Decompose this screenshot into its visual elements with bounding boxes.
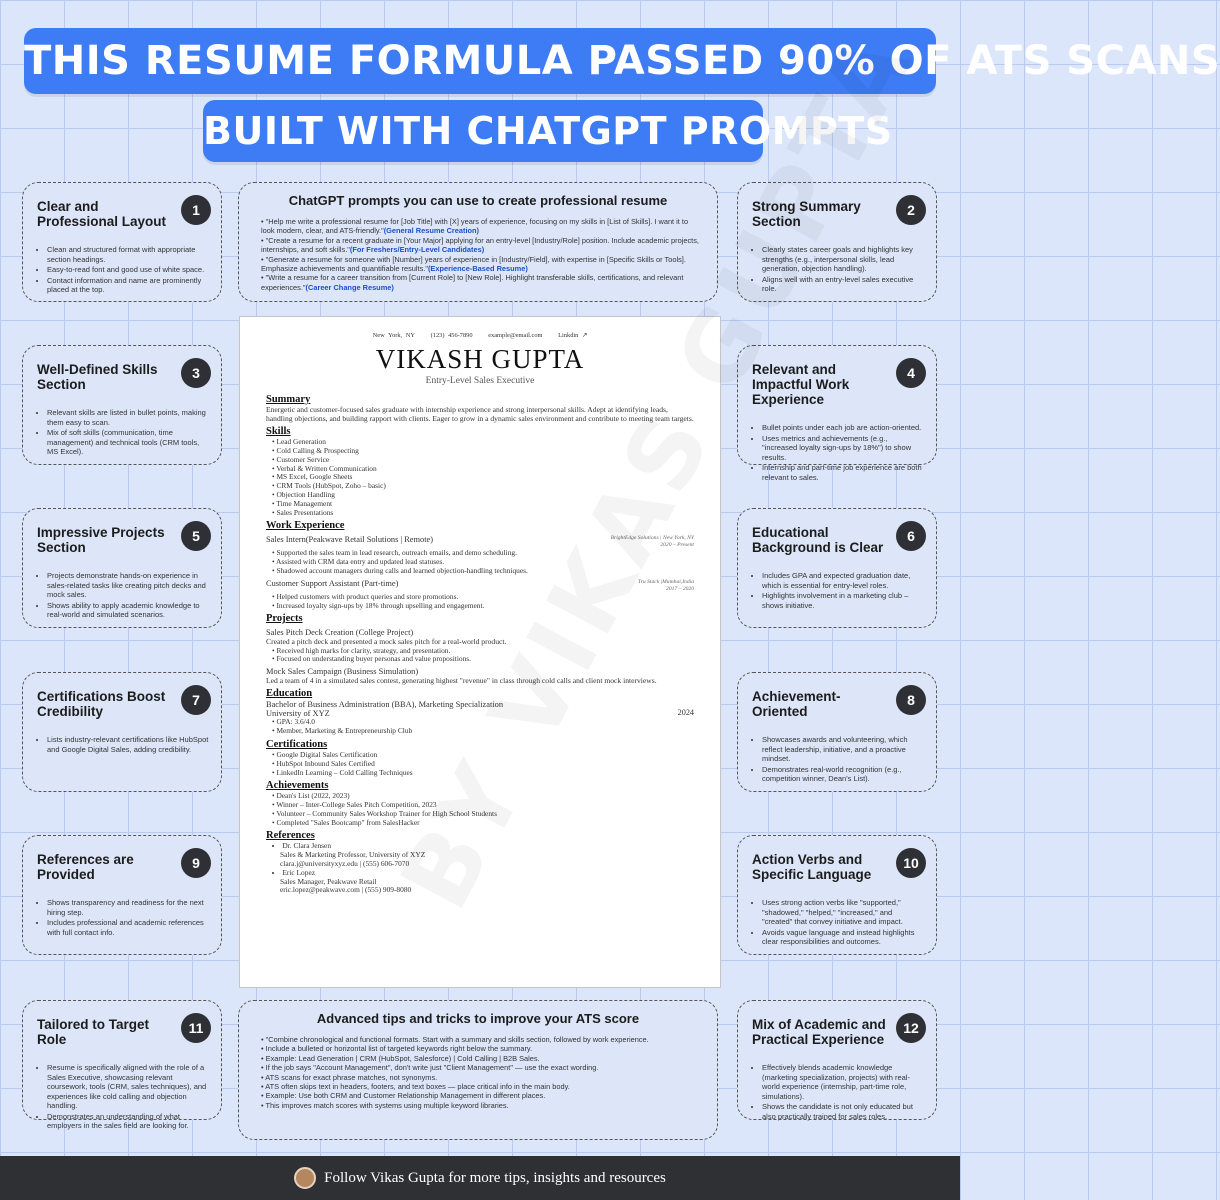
job-bullet: • Supported the sales team in lead research, outreach emails, and demo scheduling. — [272, 549, 694, 558]
prompt-item — [261, 236, 703, 255]
tip-card-bullets — [37, 735, 209, 754]
project-bullets — [266, 647, 694, 665]
resume-name: VIKASH GUPTA — [375, 344, 585, 374]
skills-heading: Skills — [266, 426, 291, 438]
tip-card-bullet: • Demonstrates real-world recognition (e.g., competition winner, Dean's List). — [762, 765, 924, 784]
subheadline-banner: BUILT WITH CHATGPT PROMPTS — [203, 100, 763, 162]
tip-card-title: Tailored to Target Role — [37, 1017, 150, 1047]
skill-item: • CRM Tools (HubSpot, Zoho – basic) — [272, 482, 694, 491]
tip-card-title: Mix of Academic and Practical Experience — [752, 1017, 886, 1047]
tip-item: • Include a bulleted or horizontal list of targeted keywords right below the summary. — [261, 1044, 703, 1053]
tip-card-bullet: • Aligns well with an entry-level sales executive role. — [762, 275, 924, 294]
tip-card-5 — [22, 508, 222, 628]
tip-card-number-badge: 8 — [896, 685, 926, 715]
achievement-item: • Completed "Sales Bootcamp" from SalesHacker — [272, 819, 694, 828]
tip-card-bullet: • Relevant skills are listed in bullet points, making them easy to scan. — [47, 408, 209, 427]
reference-entry — [266, 869, 694, 895]
job-bullets — [266, 593, 694, 611]
tip-card-bullet: • Includes GPA and expected graduation date, which is essential for entry-level roles. — [762, 571, 924, 590]
tip-card-bullet: • Projects demonstrate hands-on experience in sales-related tasks like creating pitch decks and mock sales. — [47, 571, 209, 600]
tip-card-1 — [22, 182, 222, 302]
prompts-panel — [238, 182, 718, 302]
contact-linkedin[interactable]: Linkdin ↗ — [558, 332, 588, 339]
tip-card-title: Impressive Projects Section — [37, 525, 165, 555]
tip-item: • This improves match scores with systems using multiple keyword libraries. — [261, 1101, 703, 1110]
prompt-item — [261, 273, 703, 292]
tip-card-title: Achievement-Oriented — [752, 689, 841, 719]
tip-card-bullet: • Demonstrates an understanding of what employers in the sales field are looking for. — [47, 1112, 209, 1131]
tip-card-bullet: • Uses metrics and achievements (e.g., "increased loyalty sign-ups by 18%") to show results. — [762, 434, 924, 463]
job-title: Sales Intern(Peakwave Retail Solutions | Remote) — [266, 535, 434, 545]
tip-item: • If the job says "Account Management", don't write just "Client Management" — use the exact wording. — [261, 1063, 703, 1072]
footer-bar — [0, 1156, 960, 1200]
jobs — [266, 535, 694, 610]
job-meta — [611, 535, 694, 549]
job-bullet: • Assisted with CRM data entry and updated lead statuses. — [272, 558, 694, 567]
headline-banner: THIS RESUME FORMULA PASSED 90% OF ATS SCANS — [24, 28, 936, 94]
tip-card-number-badge: 2 — [896, 195, 926, 225]
tip-card-12 — [737, 1000, 937, 1120]
tip-card-bullet: • Shows ability to apply academic knowledge to real-world and simulated scenarios. — [47, 601, 209, 620]
tip-card-bullet: • Clearly states career goals and highlights key strengths (e.g., interpersonal skills, lead generation, objection handling). — [762, 245, 924, 274]
job-bullets — [266, 549, 694, 575]
certifications-heading: Certifications — [266, 738, 328, 750]
tip-card-bullet: • Avoids vague language and instead highlights clear responsibilities and outcomes. — [762, 928, 924, 947]
tip-card-bullets — [752, 245, 924, 294]
tip-card-title: Certifications Boost Credibility — [37, 689, 166, 719]
summary-text: Energetic and customer-focused sales graduate with internship experience and strong interpersonal skills. Adept at identifying leads, handling objections, and building rapport with clients. Eager to grow in a dynamic sales environment and contribute to meeting team targets. — [266, 405, 694, 423]
resume-role: Entry-Level Sales Executive — [425, 376, 535, 386]
tip-card-10 — [737, 835, 937, 955]
tip-card-bullets — [752, 1063, 924, 1121]
reference-contact: clara.j@universityxyz.edu | (555) 606-7070 — [280, 859, 410, 869]
tip-card-title: Action Verbs and Specific Language — [752, 852, 872, 882]
education-bullet: • GPA: 3.6/4.0 — [272, 718, 694, 727]
tip-card-title: Educational Background is Clear — [752, 525, 884, 555]
tip-card-bullet: • Effectively blends academic knowledge (marketing specialization, projects) with real-world experience (internship, part-time role, simulations). — [762, 1063, 924, 1101]
project-description: Created a pitch deck and presented a mock sales pitch for a real-world product. — [266, 636, 507, 646]
project-bullet: • Received high marks for clarity, strategy, and presentation. — [272, 647, 694, 656]
tip-card-bullet: • Includes professional and academic references with full contact info. — [47, 918, 209, 937]
tip-card-4 — [737, 345, 937, 482]
tip-card-bullets — [37, 1063, 209, 1131]
tip-card-number-badge: 3 — [181, 358, 211, 388]
tip-card-bullets — [37, 571, 209, 620]
skill-item: • MS Excel, Google Sheets — [272, 473, 694, 482]
tip-card-bullet: • Lists industry-relevant certifications like HubSpot and Google Digital Sales, adding credibility. — [47, 735, 209, 754]
footer-text[interactable]: Follow Vikas Gupta for more tips, insights and resources — [324, 1169, 666, 1186]
projects — [266, 628, 694, 685]
skill-item: • Sales Presentations — [272, 509, 694, 518]
education-year: 2024 — [677, 708, 694, 718]
prompts-title: ChatGPT prompts you can use to create professional resume — [288, 193, 668, 208]
job-dates: 2017 – 2020 — [666, 585, 694, 592]
tip-card-3 — [22, 345, 222, 465]
job-bullet: • Helped customers with product queries and store promotions. — [272, 593, 694, 602]
prompt-text: "Help me write a professional resume for [Job Title] with [X] years of experience, focusing on my skills in [List of Skills]. I want it to look modern, clear, and ATS-friendly." — [261, 217, 689, 236]
tip-card-number-badge: 6 — [896, 521, 926, 551]
project-title: Sales Pitch Deck Creation (College Project) — [266, 628, 414, 638]
tip-card-title: References are Provided — [37, 852, 134, 882]
tip-card-bullets — [752, 735, 924, 784]
tip-card-bullets — [37, 408, 209, 457]
summary-heading: Summary — [266, 394, 311, 405]
achievement-item: • Dean's List (2022, 2023) — [272, 792, 694, 801]
certification-item: • HubSpot Inbound Sales Certified — [272, 760, 694, 769]
job-header — [266, 535, 694, 549]
tip-card-number-badge: 7 — [181, 685, 211, 715]
tip-card-bullet: • Highlights involvement in a marketing club – shows initiative. — [762, 591, 924, 610]
tip-card-title: Strong Summary Section — [752, 199, 861, 229]
prompt-item — [261, 217, 703, 236]
prompt-tag: (Career Change Resume) — [305, 282, 394, 292]
job-company: BrightEdge Solutions | New York, NY — [610, 535, 694, 542]
achievements-heading: Achievements — [266, 780, 329, 792]
project-description: Led a team of 4 in a simulated sales contest, generating highest "revenue" in class through cold calls and client mock interviews. — [266, 675, 657, 685]
tip-card-bullet: • Contact information and name are prominently placed at the top. — [47, 276, 209, 295]
tip-card-number-badge: 9 — [181, 848, 211, 878]
tip-card-number-badge: 1 — [181, 195, 211, 225]
prompt-text: "Generate a resume for someone with [Number] years of experience in [Industry/Field], with expertise in [Specific Skills or Tools]. Emphasize achievements and quantifiable results." — [261, 254, 686, 274]
prompts-list — [253, 217, 703, 292]
work-heading: Work Experience — [266, 520, 345, 532]
tips-panel — [238, 1000, 718, 1140]
project-bullet: • Focused on understanding buyer personas and value propositions. — [272, 655, 694, 664]
tip-card-number-badge: 5 — [181, 521, 211, 551]
tip-card-bullet: • Mix of soft skills (communication, time management) and technical tools (CRM tools, MS Excel). — [47, 428, 209, 457]
reference-title: Sales Manager, Peakwave Retail — [280, 876, 377, 886]
tip-card-9 — [22, 835, 222, 955]
certifications-list — [266, 751, 694, 777]
achievement-item: • Volunteer – Community Sales Workshop Trainer for High School Students — [272, 810, 694, 819]
reference-entry — [266, 842, 694, 868]
references-list — [266, 842, 694, 895]
reference-name: • Eric Lopez — [272, 869, 694, 878]
tip-item: • "Combine chronological and functional formats. Start with a summary and skills section, followed by work experience. — [261, 1035, 703, 1044]
achievement-item: • Winner – Inter-College Sales Pitch Competition, 2023 — [272, 801, 694, 810]
contact-line — [266, 331, 694, 339]
tip-card-bullet: • Easy-to-read font and good use of white space. — [47, 265, 209, 275]
reference-contact: eric.lopez@peakwave.com | (555) 909-8080 — [280, 885, 412, 895]
tip-card-2 — [737, 182, 937, 302]
tip-card-title: Relevant and Impactful Work Experience — [752, 362, 850, 407]
certification-item: • LinkedIn Learning – Cold Calling Techniques — [272, 769, 694, 778]
tip-card-bullets — [752, 571, 924, 610]
tip-card-bullet: • Uses strong action verbs like "supported," "shadowed," "helped," "increased," and "created" that convey initiative and impact. — [762, 898, 924, 927]
education-row — [266, 700, 694, 718]
tips-list — [253, 1035, 703, 1110]
skill-item: • Cold Calling & Prospecting — [272, 447, 694, 456]
job-company: Tru Stack |Mumbai,India — [637, 578, 694, 585]
tip-item: • Example: Use both CRM and Customer Relationship Management in different places. — [261, 1091, 703, 1100]
skill-item: • Time Management — [272, 500, 694, 509]
prompt-tag: (General Resume Creation) — [383, 226, 480, 236]
tip-card-bullet: • Shows the candidate is not only educated but also practically trained for sales roles. — [762, 1102, 924, 1121]
skill-item: • Verbal & Written Communication — [272, 465, 694, 474]
reference-title: Sales & Marketing Professor, University of XYZ — [280, 850, 426, 860]
education-degree: Bachelor of Business Administration (BBA), Marketing Specialization — [266, 700, 504, 710]
tip-card-bullets — [37, 245, 209, 295]
job-bullet: • Shadowed account managers during calls and learned objection-handling techniques. — [272, 567, 694, 576]
education-bullets — [266, 718, 694, 736]
job-header — [266, 579, 694, 593]
certification-item: • Google Digital Sales Certification — [272, 751, 694, 760]
prompt-tag: (For Freshers/Entry-Level Candidates) — [349, 245, 485, 255]
contact-phone: (123) 456-7890 — [430, 332, 473, 339]
resume-document — [239, 316, 721, 988]
tip-item: • ATS often skips text in headers, footers, and text boxes — place critical info in the main body. — [261, 1082, 703, 1091]
avatar — [294, 1167, 316, 1189]
tip-card-bullet: • Shows transparency and readiness for the next hiring step. — [47, 898, 209, 917]
tips-title: Advanced tips and tricks to improve your ATS score — [316, 1011, 640, 1026]
references-heading: References — [266, 830, 315, 842]
education-bullet: • Member, Marketing & Entrepreneurship Club — [272, 727, 694, 736]
contact-email[interactable]: example@email.com — [488, 332, 543, 339]
projects-heading: Projects — [266, 613, 303, 625]
prompt-item — [261, 255, 703, 274]
tip-card-number-badge: 4 — [896, 358, 926, 388]
tip-card-number-badge: 12 — [896, 1013, 926, 1043]
tip-card-bullet: • Resume is specifically aligned with the role of a Sales Executive, showcasing relevant coursework, tools (CRM, sales techniques), and experiences like cold calling and objection handling. — [47, 1063, 209, 1111]
skill-item: • Lead Generation — [272, 438, 694, 447]
tip-card-title: Clear and Professional Layout — [37, 199, 167, 229]
achievements-list — [266, 792, 694, 827]
prompt-text: "Create a resume for a recent graduate in [Your Major] applying for an entry-level [Industry/Role] position. Include academic projects, internships, and soft skills." — [261, 235, 699, 255]
job-dates: 2020 – Present — [660, 542, 694, 549]
contact-location: New York, NY — [372, 332, 416, 339]
job-bullet: • Increased loyalty sign-ups by 18% through upselling and engagement. — [272, 602, 694, 611]
reference-name: • Dr. Clara Jensen — [272, 842, 694, 851]
education-school: University of XYZ — [266, 709, 330, 719]
tip-card-11 — [22, 1000, 222, 1130]
tip-card-bullet: • Bullet points under each job are action-oriented. — [762, 423, 924, 433]
skills-list — [266, 438, 694, 517]
tip-card-bullets — [752, 423, 924, 482]
prompt-text: "Write a resume for a career transition from [Current Role] to [New Role]. Highlight transferable skills, certifications, and relevant experiences." — [261, 273, 684, 292]
prompt-tag: (Experience-Based Resume) — [427, 264, 528, 274]
job-meta — [638, 579, 694, 593]
project-title: Mock Sales Campaign (Business Simulation) — [266, 667, 419, 677]
skill-item: • Customer Service — [272, 456, 694, 465]
education-heading: Education — [266, 688, 313, 700]
tip-card-8 — [737, 672, 937, 792]
tip-card-title: Well-Defined Skills Section — [37, 362, 158, 392]
tip-card-bullet: • Showcases awards and volunteering, which reflect leadership, initiative, and a proactive mindset. — [762, 735, 924, 764]
tip-card-bullets — [37, 898, 209, 937]
tip-card-bullet: • Internship and part-time job experience are both relevant to sales. — [762, 463, 924, 482]
tip-card-number-badge: 10 — [896, 848, 926, 878]
tip-card-number-badge: 11 — [181, 1013, 211, 1043]
tip-card-7 — [22, 672, 222, 792]
tip-item: • ATS scans for exact phrase matches, not synonyms. — [261, 1073, 703, 1082]
skill-item: • Objection Handling — [272, 491, 694, 500]
tip-card-bullet: • Clean and structured format with appropriate section headings. — [47, 245, 209, 264]
job-title: Customer Support Assistant (Part-time) — [266, 578, 399, 588]
tip-card-6 — [737, 508, 937, 628]
tip-item: • Example: Lead Generation | CRM (HubSpot, Salesforce) | Cold Calling | B2B Sales. — [261, 1054, 703, 1063]
tip-card-bullets — [752, 898, 924, 947]
